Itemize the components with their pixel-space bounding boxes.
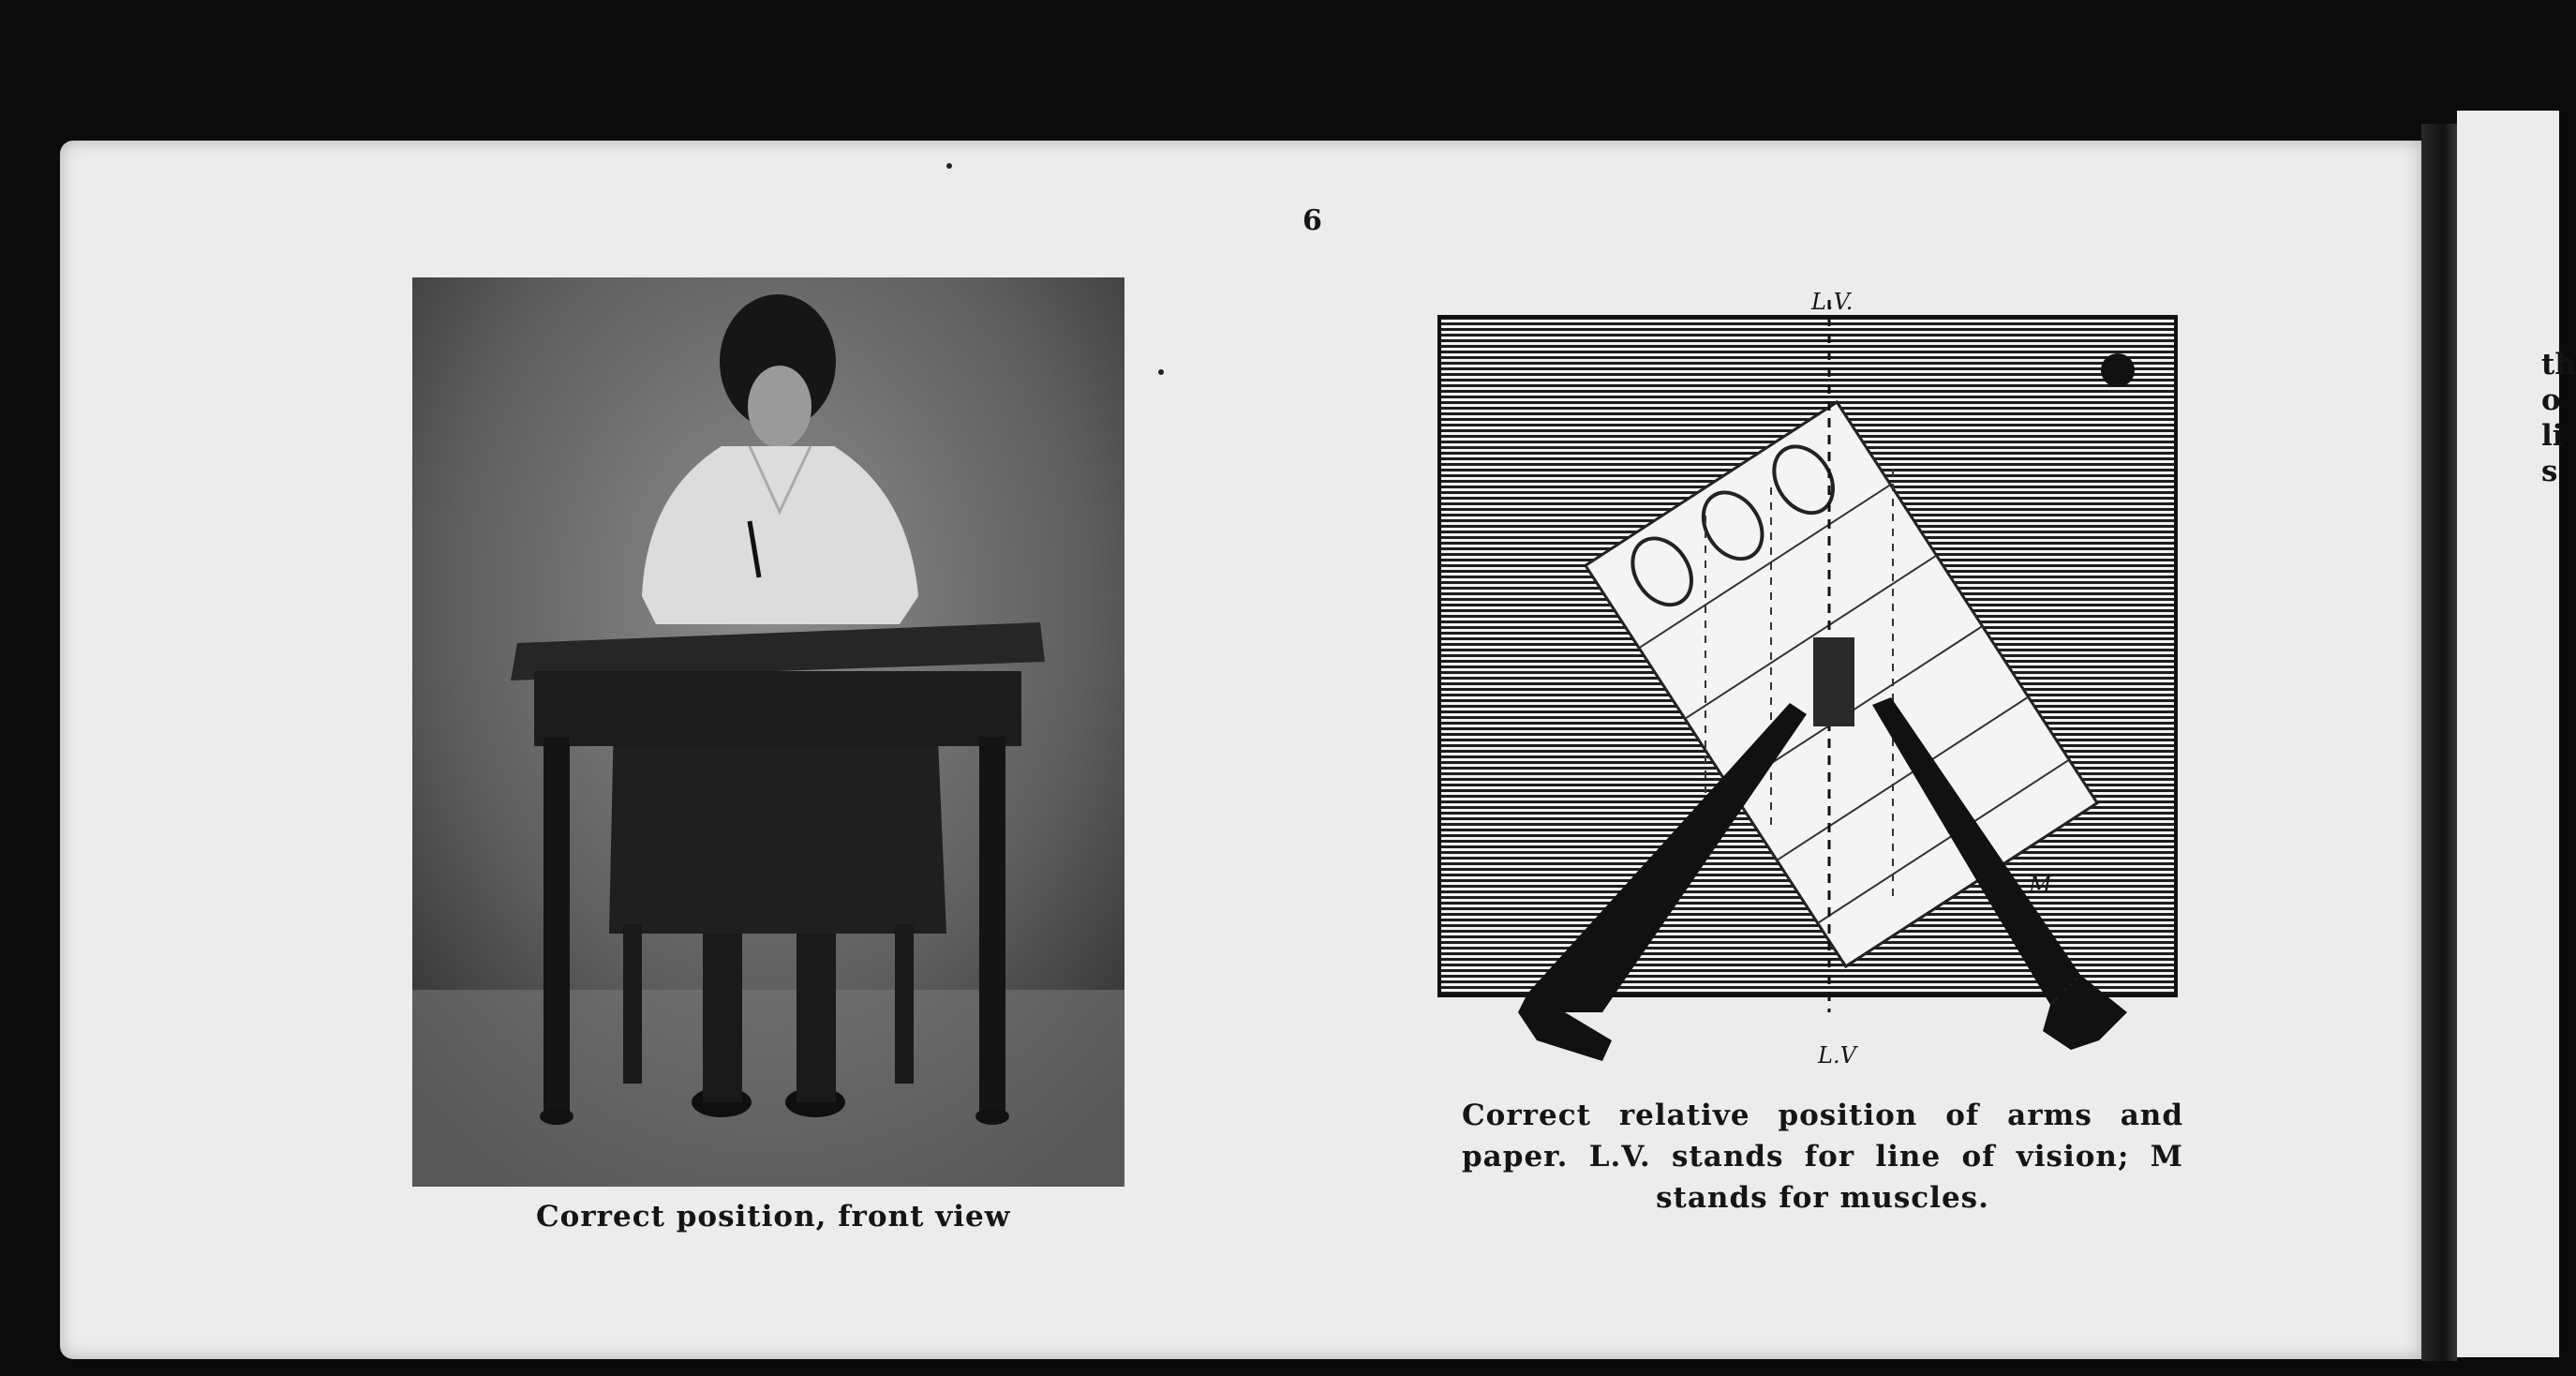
posture-photo [412, 277, 1124, 1187]
diagram-label-lv-bottom: L.V [1818, 1042, 1856, 1069]
scan-speck [946, 163, 952, 169]
page-number: 6 [1303, 204, 1322, 237]
facing-line-4: s [2541, 455, 2558, 488]
facing-line-3: li [2541, 419, 2564, 453]
diagram-label-muscles: M [2029, 872, 2052, 898]
book-spine [2421, 124, 2457, 1361]
facing-page [2457, 111, 2559, 1357]
photo-caption: Correct position, front view [536, 1200, 1011, 1234]
arm-paper-diagram [1424, 300, 2193, 1050]
scan-speck [1158, 369, 1164, 375]
facing-page-text [2541, 347, 2576, 489]
diagram-caption: Correct relative position of arms and paper. L.V. stands for line of vision; M stands for muscles. [1462, 1099, 2183, 1215]
facing-line-2: o [2541, 383, 2561, 417]
facing-line-1: th [2541, 348, 2576, 381]
diagram-label-lv-top: L.V. [1811, 289, 1854, 315]
